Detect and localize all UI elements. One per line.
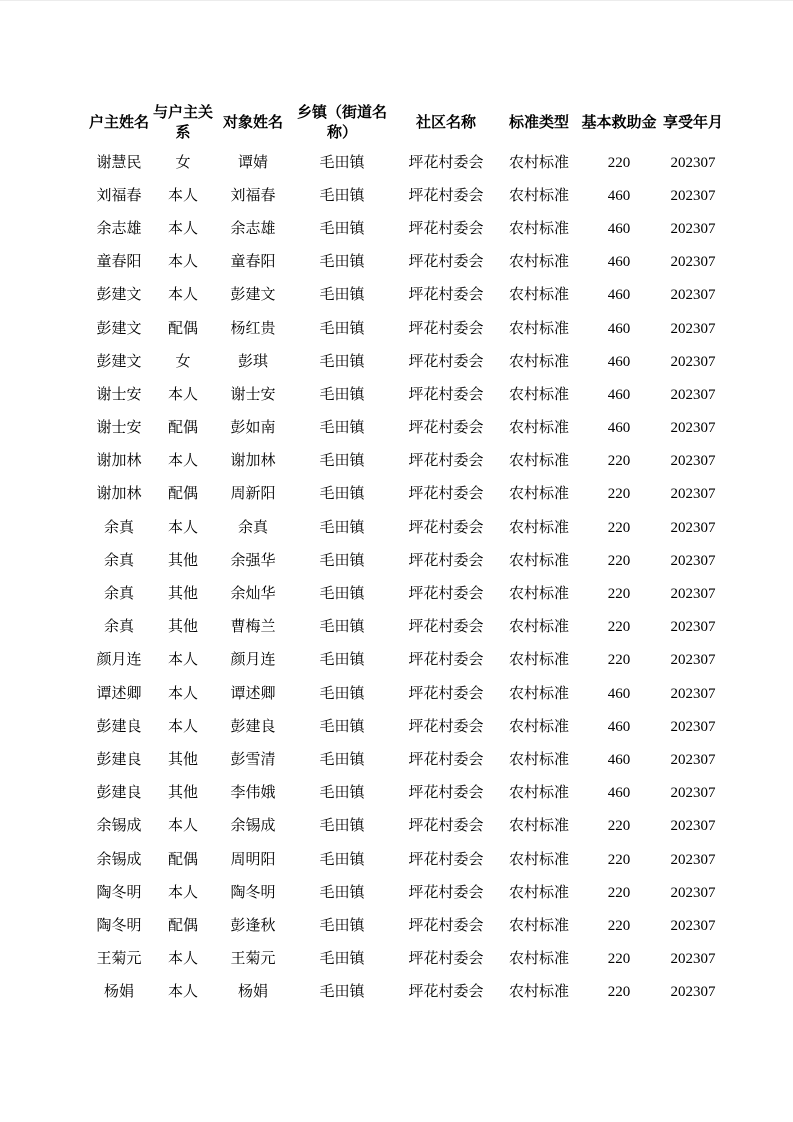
table-row: [86, 611, 726, 644]
table-cell: 彭琪: [237, 353, 268, 370]
table-cell: 农村标准: [508, 652, 569, 669]
table-cell: 坪花村委会: [408, 154, 484, 171]
table-cell: 202307: [670, 818, 716, 835]
table-cell: 毛田镇: [319, 154, 365, 171]
table-cell: 460: [607, 751, 631, 768]
table-cell: 毛田镇: [319, 917, 365, 934]
table-cell: 杨红贵: [230, 320, 276, 337]
table-cell: 坪花村委会: [408, 353, 484, 370]
table-cell: 220: [607, 619, 631, 636]
table-cell: 本人: [167, 652, 198, 669]
table-cell: 坪花村委会: [408, 453, 484, 470]
table-cell: 彭建良: [230, 718, 276, 735]
table-cell: 460: [607, 420, 631, 437]
table-cell: 毛田镇: [319, 220, 365, 237]
table-cell: 本人: [167, 519, 198, 536]
table-cell: 202307: [670, 254, 716, 271]
table-cell: 杨娟: [237, 984, 268, 1001]
table-cell: 其他: [167, 785, 198, 802]
table-cell: 毛田镇: [319, 619, 365, 636]
table-cell: 余锡成: [230, 818, 276, 835]
table-row: [86, 345, 726, 378]
table-cell: 毛田镇: [319, 420, 365, 437]
table-cell: 本人: [167, 187, 198, 204]
table-cell: 202307: [670, 917, 716, 934]
table-cell: 谢士安: [96, 420, 142, 437]
column-header: 社区名称: [415, 115, 476, 131]
table-row: [86, 279, 726, 312]
table-row: [86, 146, 726, 179]
column-header: 与户主关系: [152, 105, 213, 141]
table-row: [86, 312, 726, 345]
table-cell: 农村标准: [508, 187, 569, 204]
table-cell: 配偶: [167, 320, 198, 337]
table-cell: 坪花村委会: [408, 951, 484, 968]
table-cell: 202307: [670, 586, 716, 603]
table-cell: 毛田镇: [319, 519, 365, 536]
table-cell: 谢加林: [96, 453, 142, 470]
table-cell: 周明阳: [230, 851, 276, 868]
table-cell: 本人: [167, 386, 198, 403]
table-cell: 坪花村委会: [408, 751, 484, 768]
document-page: [0, 1, 793, 1122]
table-cell: 陶冬明: [230, 884, 276, 901]
table-cell: 毛田镇: [319, 718, 365, 735]
table-cell: 彭建良: [96, 751, 142, 768]
table-cell: 220: [607, 917, 631, 934]
table-cell: 坪花村委会: [408, 984, 484, 1001]
table-cell: 农村标准: [508, 220, 569, 237]
table-cell: 余真: [103, 552, 134, 569]
table-cell: 余真: [237, 519, 268, 536]
table-cell: 余志雄: [230, 220, 276, 237]
table-cell: 农村标准: [508, 552, 569, 569]
table-cell: 刘福春: [96, 187, 142, 204]
table-cell: 童春阳: [230, 254, 276, 271]
table-cell: 毛田镇: [319, 453, 365, 470]
table-cell: 202307: [670, 187, 716, 204]
table-cell: 余强华: [230, 552, 276, 569]
table-cell: 220: [607, 884, 631, 901]
table-row: [86, 412, 726, 445]
table-cell: 彭逢秋: [230, 917, 276, 934]
table-cell: 202307: [670, 220, 716, 237]
table-cell: 颜月连: [96, 652, 142, 669]
table-cell: 202307: [670, 884, 716, 901]
table-cell: 坪花村委会: [408, 586, 484, 603]
table-cell: 460: [607, 718, 631, 735]
table-cell: 其他: [167, 619, 198, 636]
table-cell: 坪花村委会: [408, 386, 484, 403]
table-cell: 毛田镇: [319, 287, 365, 304]
table-cell: 陶冬明: [96, 884, 142, 901]
table-row: [86, 644, 726, 677]
table-cell: 202307: [670, 685, 716, 702]
table-cell: 农村标准: [508, 619, 569, 636]
table-cell: 202307: [670, 386, 716, 403]
table-cell: 农村标准: [508, 586, 569, 603]
table-row: [86, 777, 726, 810]
table-cell: 460: [607, 353, 631, 370]
table-cell: 本人: [167, 984, 198, 1001]
table-cell: 毛田镇: [319, 486, 365, 503]
column-header: 户主姓名: [88, 115, 149, 131]
table-cell: 彭如南: [230, 420, 276, 437]
table-cell: 本人: [167, 818, 198, 835]
table-row: [86, 976, 726, 1009]
table-cell: 坪花村委会: [408, 685, 484, 702]
table-cell: 彭建文: [96, 287, 142, 304]
table-cell: 坪花村委会: [408, 486, 484, 503]
table-cell: 202307: [670, 619, 716, 636]
table-cell: 农村标准: [508, 751, 569, 768]
table-cell: 王菊元: [96, 951, 142, 968]
table-cell: 其他: [167, 751, 198, 768]
table-cell: 坪花村委会: [408, 652, 484, 669]
table-cell: 李伟娥: [230, 785, 276, 802]
table-cell: 220: [607, 951, 631, 968]
table-cell: 余真: [103, 586, 134, 603]
table-cell: 毛田镇: [319, 386, 365, 403]
table-cell: 农村标准: [508, 818, 569, 835]
table-cell: 配偶: [167, 486, 198, 503]
table-cell: 农村标准: [508, 917, 569, 934]
table-cell: 坪花村委会: [408, 917, 484, 934]
table-cell: 农村标准: [508, 884, 569, 901]
table-cell: 202307: [670, 984, 716, 1001]
table-cell: 彭建文: [230, 287, 276, 304]
table-cell: 460: [607, 785, 631, 802]
table-cell: 农村标准: [508, 453, 569, 470]
table-cell: 毛田镇: [319, 751, 365, 768]
table-cell: 202307: [670, 951, 716, 968]
table-cell: 毛田镇: [319, 818, 365, 835]
table-cell: 毛田镇: [319, 187, 365, 204]
table-cell: 农村标准: [508, 254, 569, 271]
table-cell: 220: [607, 486, 631, 503]
table-cell: 余志雄: [96, 220, 142, 237]
table-cell: 谭述卿: [96, 685, 142, 702]
table-cell: 谢士安: [96, 386, 142, 403]
table-cell: 其他: [167, 552, 198, 569]
table-row: [86, 577, 726, 610]
table-cell: 余灿华: [230, 586, 276, 603]
table-cell: 202307: [670, 287, 716, 304]
table-cell: 余锡成: [96, 818, 142, 835]
subsidy-roster-table: [86, 100, 726, 1009]
table-cell: 彭雪清: [230, 751, 276, 768]
table-cell: 202307: [670, 519, 716, 536]
table-cell: 童春阳: [96, 254, 142, 271]
table-row: [86, 212, 726, 245]
table-cell: 农村标准: [508, 287, 569, 304]
table-cell: 220: [607, 154, 631, 171]
table-cell: 毛田镇: [319, 586, 365, 603]
table-cell: 陶冬明: [96, 917, 142, 934]
table-cell: 220: [607, 552, 631, 569]
table-cell: 202307: [670, 652, 716, 669]
table-cell: 女: [175, 154, 191, 171]
table-row: [86, 876, 726, 909]
table-cell: 220: [607, 519, 631, 536]
table-cell: 坪花村委会: [408, 320, 484, 337]
table-cell: 460: [607, 254, 631, 271]
table-cell: 坪花村委会: [408, 818, 484, 835]
column-header: 享受年月: [662, 115, 723, 131]
table-cell: 谭述卿: [230, 685, 276, 702]
table-row: [86, 511, 726, 544]
table-cell: 220: [607, 453, 631, 470]
table-row: [86, 478, 726, 511]
table-cell: 坪花村委会: [408, 287, 484, 304]
table-cell: 毛田镇: [319, 552, 365, 569]
table-cell: 202307: [670, 353, 716, 370]
column-header: 乡镇（街道名称）: [296, 105, 387, 141]
table-cell: 曹梅兰: [230, 619, 276, 636]
table-cell: 坪花村委会: [408, 619, 484, 636]
table-row: [86, 843, 726, 876]
table-cell: 杨娟: [103, 984, 134, 1001]
table-cell: 202307: [670, 453, 716, 470]
table-cell: 220: [607, 652, 631, 669]
table-cell: 谢慧民: [96, 154, 142, 171]
table-cell: 彭建文: [96, 320, 142, 337]
table-cell: 202307: [670, 486, 716, 503]
table-cell: 农村标准: [508, 718, 569, 735]
table-cell: 本人: [167, 254, 198, 271]
table-cell: 农村标准: [508, 486, 569, 503]
column-header: 对象姓名: [222, 115, 283, 131]
table-cell: 毛田镇: [319, 254, 365, 271]
table-cell: 毛田镇: [319, 884, 365, 901]
header-row: [86, 100, 726, 146]
table-cell: 其他: [167, 586, 198, 603]
table-cell: 毛田镇: [319, 785, 365, 802]
table-cell: 202307: [670, 552, 716, 569]
table-cell: 本人: [167, 287, 198, 304]
table-cell: 刘福春: [230, 187, 276, 204]
table-cell: 农村标准: [508, 420, 569, 437]
table-cell: 毛田镇: [319, 951, 365, 968]
table-cell: 460: [607, 187, 631, 204]
table-cell: 毛田镇: [319, 320, 365, 337]
table-cell: 农村标准: [508, 386, 569, 403]
table-cell: 坪花村委会: [408, 785, 484, 802]
table-cell: 202307: [670, 154, 716, 171]
table-cell: 坪花村委会: [408, 187, 484, 204]
table-row: [86, 179, 726, 212]
table-row: [86, 378, 726, 411]
table-cell: 农村标准: [508, 519, 569, 536]
table-cell: 202307: [670, 718, 716, 735]
table-cell: 460: [607, 320, 631, 337]
table-cell: 220: [607, 851, 631, 868]
table-cell: 220: [607, 586, 631, 603]
table-cell: 坪花村委会: [408, 884, 484, 901]
table-cell: 女: [175, 353, 191, 370]
table-cell: 颜月连: [230, 652, 276, 669]
table-cell: 202307: [670, 851, 716, 868]
table-cell: 本人: [167, 884, 198, 901]
table-cell: 农村标准: [508, 951, 569, 968]
table-cell: 460: [607, 685, 631, 702]
table-cell: 毛田镇: [319, 984, 365, 1001]
table-cell: 农村标准: [508, 685, 569, 702]
table-cell: 460: [607, 220, 631, 237]
table-cell: 谢士安: [230, 386, 276, 403]
table-cell: 彭建良: [96, 785, 142, 802]
table-cell: 毛田镇: [319, 685, 365, 702]
table-cell: 农村标准: [508, 785, 569, 802]
table-cell: 坪花村委会: [408, 519, 484, 536]
table-row: [86, 246, 726, 279]
column-header: 基本救助金: [581, 115, 657, 131]
table-cell: 余真: [103, 519, 134, 536]
table-cell: 毛田镇: [319, 652, 365, 669]
table-cell: 本人: [167, 951, 198, 968]
table-cell: 周新阳: [230, 486, 276, 503]
table-row: [86, 710, 726, 743]
table-cell: 坪花村委会: [408, 718, 484, 735]
table-row: [86, 909, 726, 942]
table-cell: 谭婧: [237, 154, 268, 171]
table-cell: 王菊元: [230, 951, 276, 968]
table-cell: 202307: [670, 751, 716, 768]
table-cell: 220: [607, 984, 631, 1001]
table-cell: 坪花村委会: [408, 220, 484, 237]
table-cell: 本人: [167, 685, 198, 702]
table-body: [86, 146, 726, 1009]
table-cell: 202307: [670, 785, 716, 802]
table-row: [86, 544, 726, 577]
table-row: [86, 445, 726, 478]
table-cell: 毛田镇: [319, 353, 365, 370]
table-cell: 农村标准: [508, 154, 569, 171]
table-cell: 农村标准: [508, 984, 569, 1001]
table-cell: 余锡成: [96, 851, 142, 868]
table-cell: 农村标准: [508, 851, 569, 868]
table-cell: 谢加林: [96, 486, 142, 503]
table-cell: 余真: [103, 619, 134, 636]
table-cell: 202307: [670, 320, 716, 337]
table-row: [86, 810, 726, 843]
table-cell: 农村标准: [508, 320, 569, 337]
table-cell: 配偶: [167, 420, 198, 437]
table-cell: 220: [607, 818, 631, 835]
table-cell: 彭建文: [96, 353, 142, 370]
table-cell: 460: [607, 287, 631, 304]
table-cell: 配偶: [167, 917, 198, 934]
table-cell: 本人: [167, 453, 198, 470]
table-cell: 460: [607, 386, 631, 403]
table-row: [86, 743, 726, 776]
table-cell: 彭建良: [96, 718, 142, 735]
column-header: 标准类型: [508, 115, 569, 131]
table-cell: 本人: [167, 220, 198, 237]
table-cell: 本人: [167, 718, 198, 735]
table-cell: 坪花村委会: [408, 851, 484, 868]
table-cell: 配偶: [167, 851, 198, 868]
table-cell: 202307: [670, 420, 716, 437]
table-row: [86, 677, 726, 710]
table-cell: 毛田镇: [319, 851, 365, 868]
table-cell: 坪花村委会: [408, 254, 484, 271]
table-cell: 谢加林: [230, 453, 276, 470]
table-cell: 坪花村委会: [408, 420, 484, 437]
table-cell: 坪花村委会: [408, 552, 484, 569]
table-row: [86, 943, 726, 976]
table-cell: 农村标准: [508, 353, 569, 370]
